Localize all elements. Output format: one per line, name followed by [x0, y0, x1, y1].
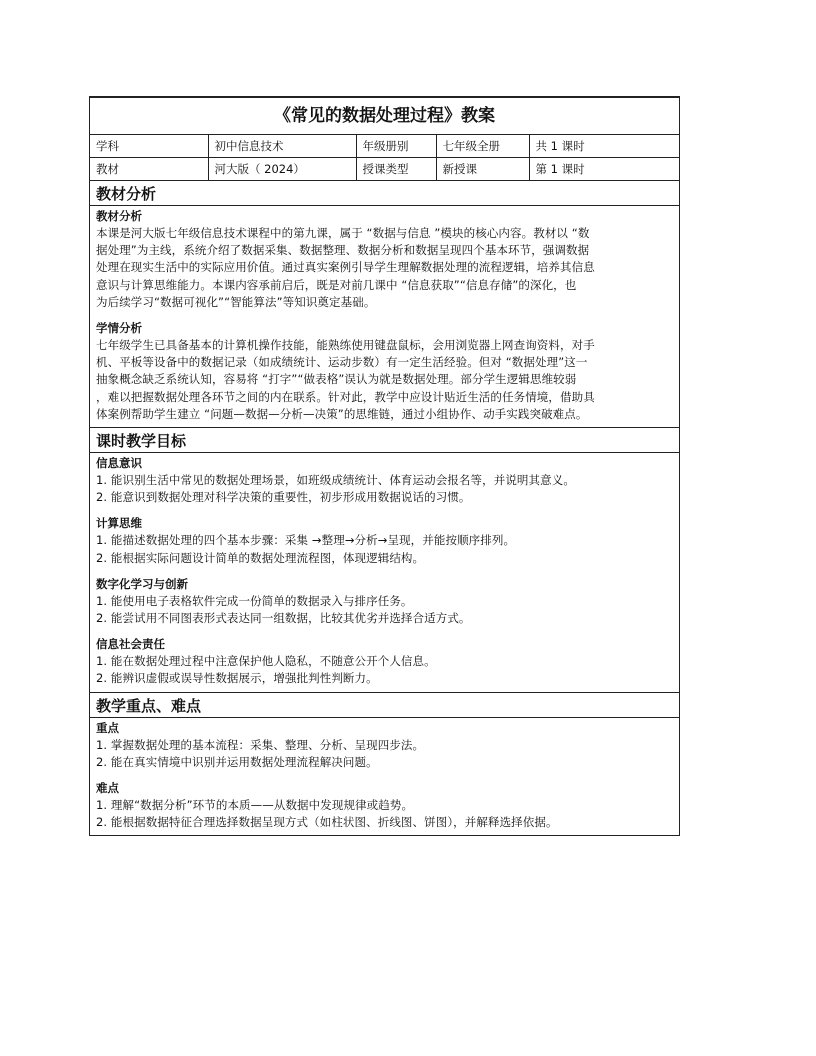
- subsection: [96, 455, 673, 506]
- subsection-heading: 重点: [96, 720, 119, 735]
- text-line: 意识与计算思维能力。本课内容承前启后，既是对前几课中 “信息获取”“信息存储”的深化，也: [96, 277, 577, 292]
- text-line: 1. 能描述数据处理的四个基本步骤：采集 →整理→分析→呈现，并能按顺序排列。: [96, 533, 516, 548]
- subsection-heading: 信息社会责任: [96, 637, 165, 652]
- text-line: 2. 能尝试用不同图表形式表达同一组数据，比较其优劣并选择合适方式。: [96, 611, 471, 626]
- subject-label-cell: 学科: [90, 135, 208, 158]
- subsection: [96, 515, 673, 566]
- text-line: 为后续学习“数据可视化”“智能算法”等知识奠定基础。: [96, 294, 376, 309]
- subsection: [96, 636, 673, 687]
- info-row: [90, 135, 679, 158]
- subsection-heading: 信息意识: [96, 456, 142, 471]
- text-line: ，难以把握数据处理各环节之间的内在联系。针对此，教学中应设计贴近生活的任务情境，借助具: [96, 389, 595, 404]
- subsection-heading: 计算思维: [96, 516, 142, 531]
- text-line: 1. 能使用电子表格软件完成一份简单的数据录入与排序任务。: [96, 593, 413, 608]
- section-heading: 课时教学目标: [90, 428, 679, 453]
- text-line: 本课是河大版七年级信息技术课程中的第九课，属于 “数据与信息 ”模块的核心内容。教材以 “数: [96, 226, 590, 240]
- subject-value-cell: 初中信息技术: [208, 135, 356, 158]
- document-title: 《常见的数据处理过程》教案: [90, 98, 679, 135]
- text-line: 2. 能在真实情境中识别并运用数据处理流程解决问题。: [96, 754, 378, 769]
- text-line: 1. 能在数据处理过程中注意保护他人隐私，不随意公开个人信息。: [96, 654, 436, 669]
- subsection: [96, 320, 673, 423]
- course-info-table: [90, 135, 679, 181]
- text-line: 体案例帮助学生建立 “问题—数据—分析—决策”的思维链，通过小组协作、动手实践突破难点。: [96, 406, 588, 421]
- section: [90, 181, 679, 428]
- subsection: [96, 780, 673, 831]
- total-hours-cell: 共 1 课时: [529, 135, 679, 158]
- text-line: 七年级学生已具备基本的计算机操作技能，能熟练使用键盘鼠标，会用浏览器上网查询资料，对手: [96, 338, 595, 353]
- text-line: 1. 理解“数据分析”环节的本质——从数据中发现规律或趋势。: [96, 798, 414, 813]
- text-line: 2. 能辨识虚假或误导性数据展示，增强批判性判断力。: [96, 671, 378, 686]
- textbook-value-cell: 河大版（ 2024）: [208, 158, 356, 181]
- subsection-heading: 难点: [96, 781, 119, 796]
- text-line: 据处理”为主线，系统介绍了数据采集、数据整理、数据分析和数据呈现四个基本环节，强调数据: [96, 243, 590, 258]
- subsection: [96, 208, 673, 311]
- subsection-heading: 教材分析: [96, 209, 142, 223]
- subsection: [96, 720, 673, 771]
- text-line: 1. 能识别生活中常见的数据处理场景，如班级成绩统计、体育运动会报名等，并说明其意义。: [96, 473, 575, 488]
- section-heading: 教材分析: [90, 181, 679, 206]
- lesson-type-label-cell: 授课类型: [356, 158, 436, 181]
- sections-container: [90, 181, 679, 835]
- text-line: 2. 能根据数据特征合理选择数据呈现方式（如柱状图、折线图、饼图），并解释选择依据。: [96, 815, 558, 830]
- current-hour-cell: 第 1 课时: [529, 158, 679, 181]
- grade-value-cell: 七年级全册: [436, 135, 529, 158]
- text-line: 抽象概念缺乏系统认知，容易将 “打字”“做表格”误认为就是数据处理。部分学生逻辑思维较弱: [96, 372, 577, 387]
- text-line: 处理在现实生活中的实际应用价值。通过真实案例引导学生理解数据处理的流程逻辑，培养其信息: [96, 260, 595, 275]
- text-line: 2. 能意识到数据处理对科学决策的重要性，初步形成用数据说话的习惯。: [96, 490, 471, 505]
- grade-label-cell: 年级册别: [356, 135, 436, 158]
- info-row: [90, 158, 679, 181]
- section-heading: 教学重点、难点: [90, 693, 679, 718]
- text-line: 1. 掌握数据处理的基本流程：采集、整理、分析、呈现四步法。: [96, 737, 425, 752]
- section: [90, 693, 679, 836]
- section: [90, 428, 679, 693]
- lesson-type-value-cell: 新授课: [436, 158, 529, 181]
- textbook-label-cell: 教材: [90, 158, 208, 181]
- subsection-heading: 数字化学习与创新: [96, 576, 188, 591]
- text-line: 2. 能根据实际问题设计简单的数据处理流程图，体现逻辑结构。: [96, 550, 425, 565]
- text-line: 机、平板等设备中的数据记录（如成绩统计、运动步数）有一定生活经验。但对 “数据处理”这一: [96, 355, 588, 370]
- lesson-plan-document: [89, 96, 680, 836]
- subsection-heading: 学情分析: [96, 321, 142, 336]
- subsection: [96, 576, 673, 627]
